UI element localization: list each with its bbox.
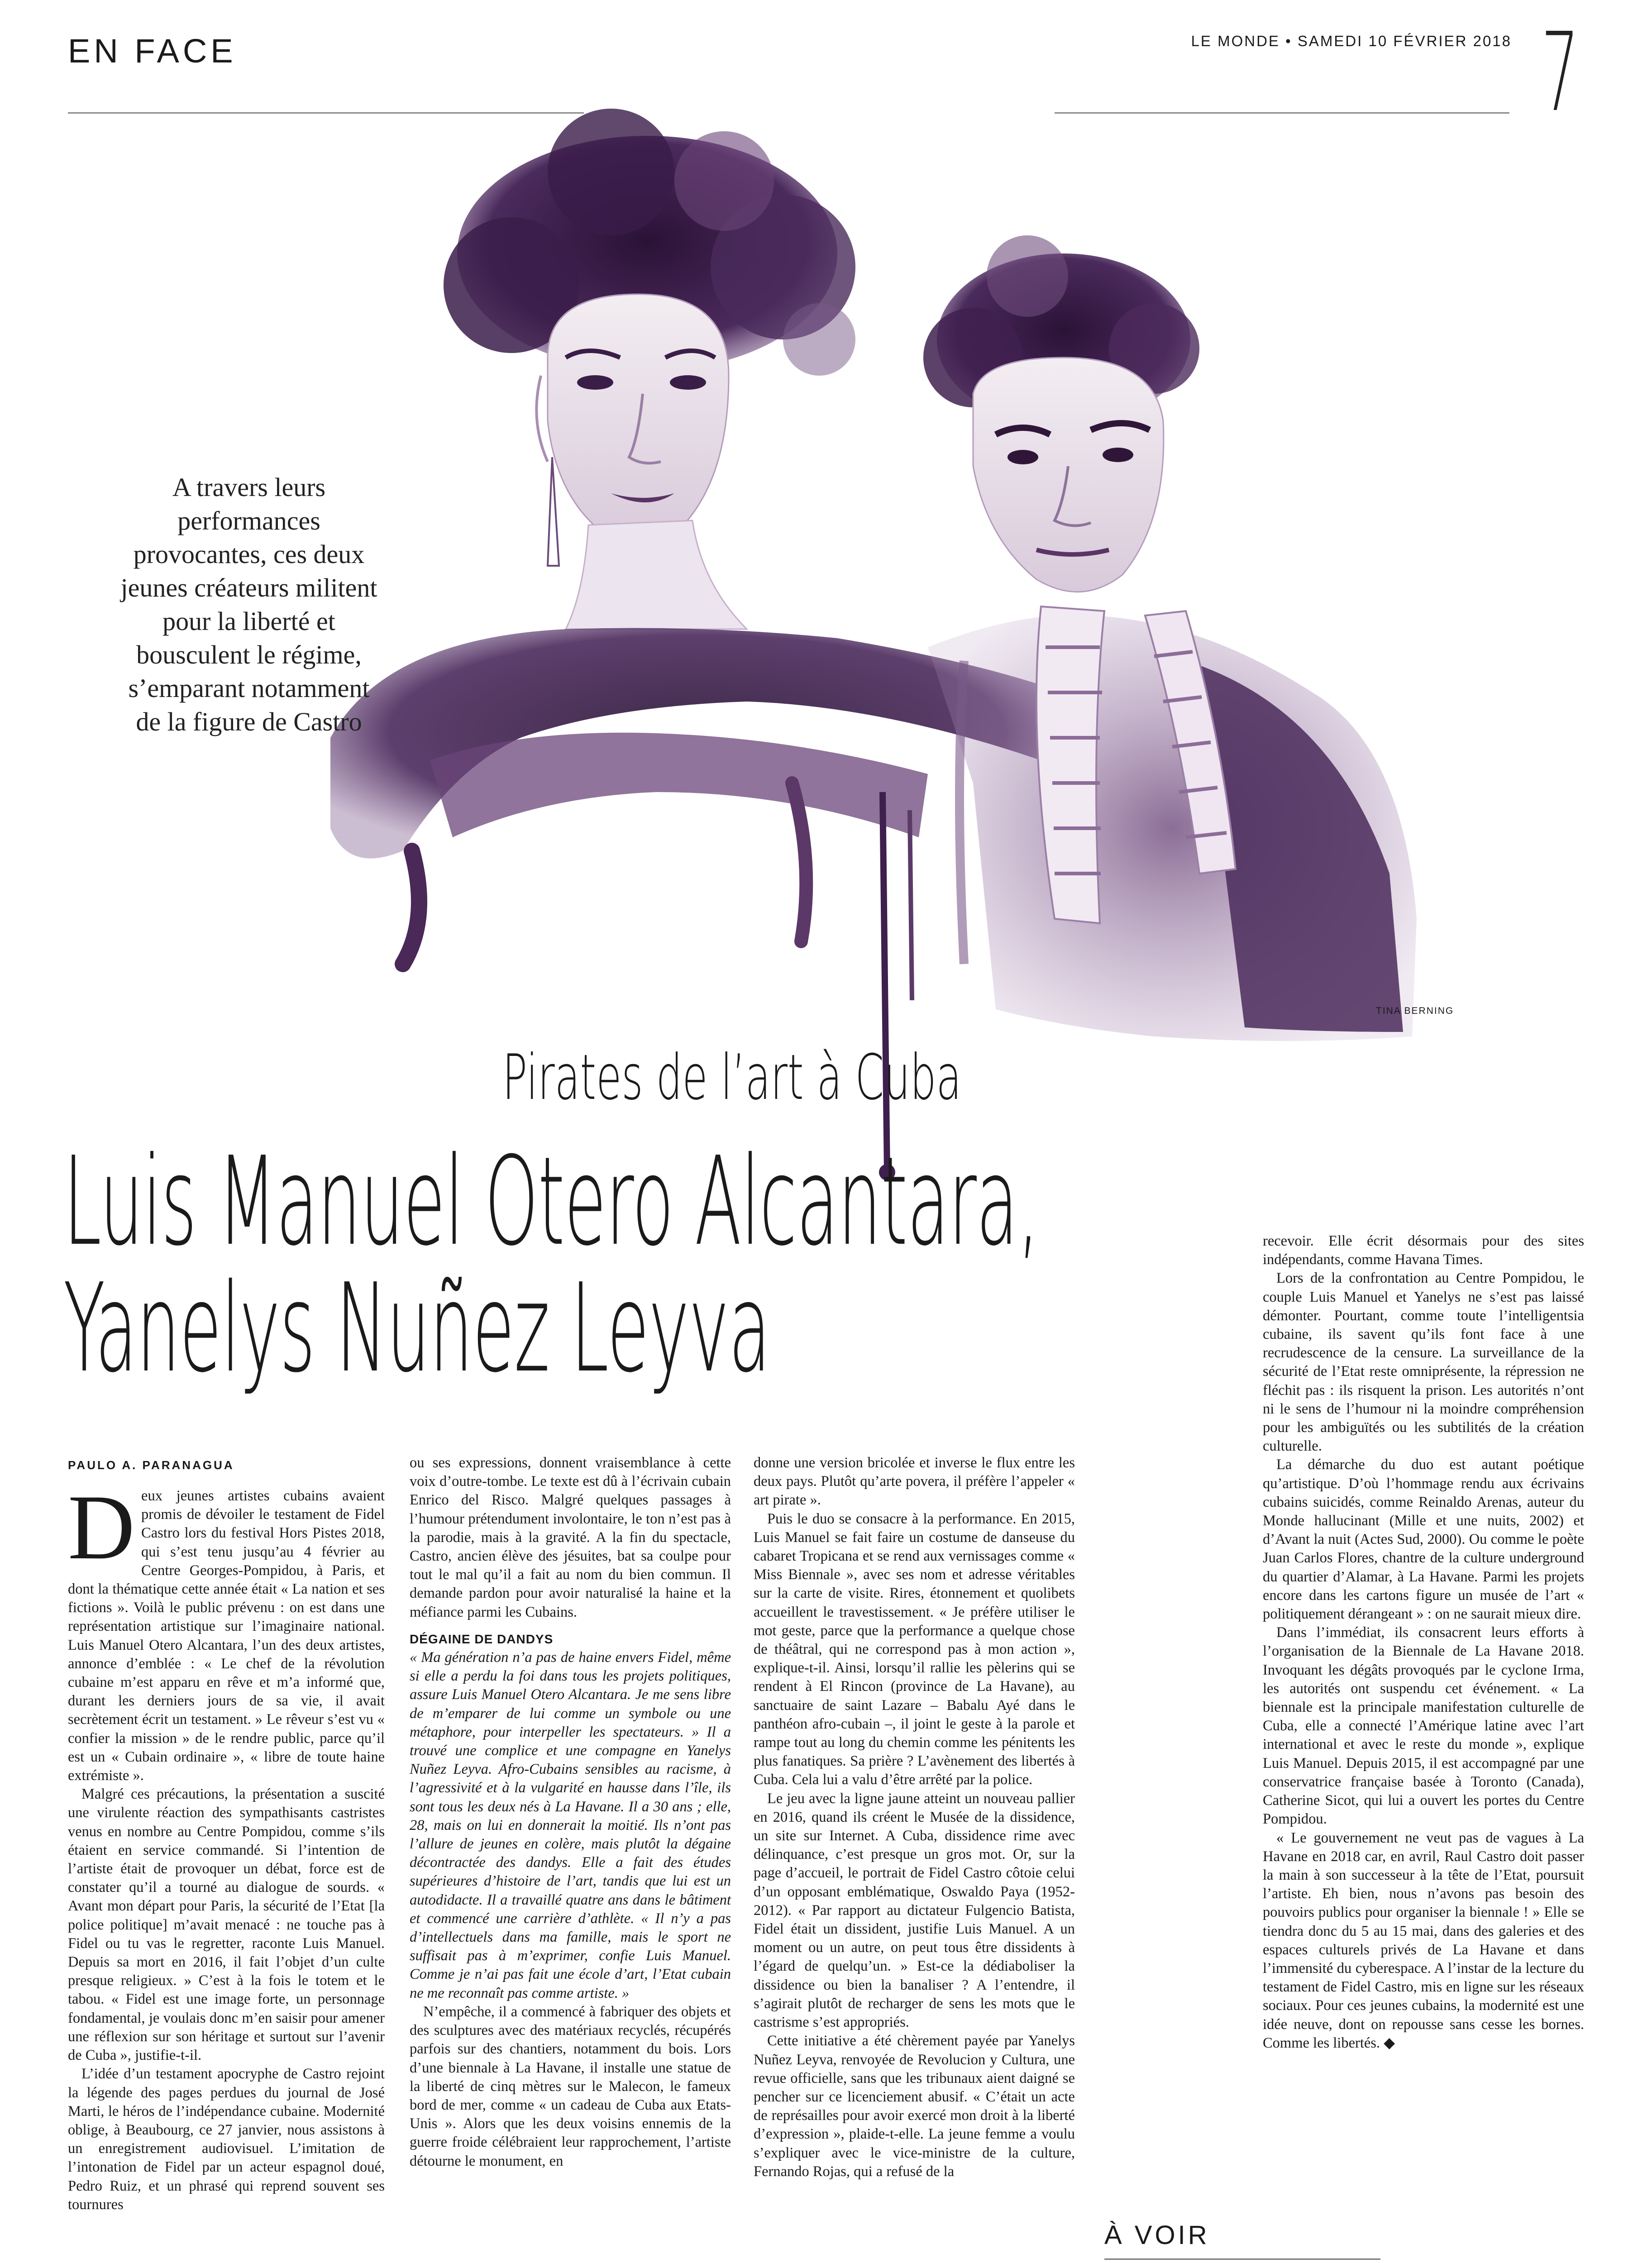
intro-deck: A travers leurs performances provocantes, ces deux jeunes créateurs militent pour la liberté et bousculent le régime, s’emparant notamment de la figure de Castro [120, 473, 377, 736]
paragraph: L’idée d’un testament apocryphe de Castro rejoint la légende des pages perdues du journal de José Marti, le héros de l’indépendance cubaine. Modernité oblige, à Beaubourg, ce 27 janvier, nous assistons à un enregistrement audiovisuel. L’imitation de l’intonation de Fidel par un acteur espagnol doué, Pedro Ruiz, et un phrasé qui reprend souvent ses tournures [68, 2066, 385, 2213]
page-number: 7 [1541, 9, 1579, 136]
masthead-date: LE MONDE • SAMEDI 10 FÉVRIER 2018 [1191, 33, 1512, 49]
paragraph: N’empêche, il a commencé à fabriquer des objets et des sculptures avec des matériaux recyclés, récupérés parfois sur des chantiers, notamment du bois. Lors d’une biennale à La Havane, il installe une statue de la liberté de cinq mètres sur le Malecon, le fameux bord de mer, comme « un cadeau de Cuba aux Etats-Unis ». Alors que les deux voisins ennemis de la guerre froide célébraient leur rapprochement, l’artiste détourne le monument, en [410, 2003, 731, 2169]
portrait-illustration [294, 104, 1516, 1199]
paragraph: Cette initiative a été chèrement payée par Yanelys Nuñez Leyva, renvoyée de Revolucion y Cultura, une revue officielle, sans que les tribunaux aient daigné se pencher sur ce licenciement abusif. « C’était un acte de représailles pour avoir exercé mon droit à la liberté d’expression », plaide-t-elle. La jeune femme a voulu s’expliquer avec le vice-ministre de la culture, Fernando Rojas, qui a refusé de la [754, 2033, 1075, 2180]
paragraph: ou ses expressions, donnent vraisemblance à cette voix d’outre-tombe. Le texte est dû à l’écrivain cubain Enrico del Risco. Malgré quelques passages à l’humour prétendument involontaire, le ton n’est pas à la parodie, mais à la gravité. A la fin du spectacle, Castro, ancien élève des jésuites, bat sa coulpe pour tout le mal qu’il a fait au nom du bien commun. Il demande pardon pour avoir naturalisé la haine et la méfiance parmi les Cubains. [410, 1455, 731, 1620]
paragraph: Malgré ces précautions, la présentation a suscité une virulente réaction des sympathisants castristes venus en nombre au Centre Pompidou, comme s’ils étaient en service commandé. Si l’intention de l’artiste était de provoquer un débat, force est de constater qu’il a tourné au dialogue de sourds. « Avant mon départ pour Paris, la sécurité de l’Etat [la police politique] m’avait menacé : ne touche pas à Fidel ou tu vas le regretter, raconte Luis Manuel. Depuis sa mort en 2016, il fait l’objet d’un culte presque religieux. » C’est à la fois le totem et le tabou. « Fidel est une image forte, un personnage fondamental, je voulais donc m’en saisir pour amener une réflexion sur son héritage et surtout sur l’avenir de Cuba », justifie-t-il. [68, 1786, 385, 2064]
article-column-2 [410, 1454, 731, 2171]
article-column-3 [754, 1454, 1075, 2181]
paragraph: Dans l’immédiat, ils consacrent leurs efforts à l’organisation de la Biennale de La Havane 2018. Invoquant les dégâts provoqués par le cyclone Irma, les autorités ont suspendu cet événement. « La biennale est la principale manifestation culturelle de Cuba, elle a connecté l’Amérique latine avec l’art international et avec le reste du monde », explique Luis Manuel. Depuis 2015, il est accompagné par une conservatrice française basée à Toronto (Canada), Catherine Sicot, qui lui a ouvert les portes du Centre Pompidou. [1263, 1624, 1584, 1828]
paragraph: Le jeu avec la ligne jaune atteint un nouveau pallier en 2016, quand ils créent le Musée de la dissidence, un site sur Internet. A Cuba, dissidence rime avec délinquance, c’est presque un gros mot. Or, sur la page d’accueil, le portrait de Fidel Castro côtoie celui d’un opposant emblématique, Oswaldo Paya (1952-2012). « Par rapport au dictateur Fulgencio Batista, Fidel était un dissident, justifie Luis Manuel. A un moment ou un autre, on peut tous être dissidents à l’égard de quelqu’un. » Est-ce la dédiaboliser la dissidence ou bien la banaliser ? A l’entendre, il s’agirait plutôt de recharger de sens les mots que le castrisme s’est appropriés. [754, 1790, 1075, 2031]
paragraph: « Le gouvernement ne veut pas de vagues à La Havane en 2018 car, en avril, Raul Castro doit passer la main à son successeur à la tête de l’Etat, poursuit l’artiste. Eh bien, nous n’avons pas besoin des pouvoirs publics pour organiser la biennale ! » Elle se tiendra donc du 5 au 15 mai, dans des galeries et des espaces culturels privés de La Havane et dans l’immensité du cyberespace. A l’instar de la lecture du testament de Fidel Castro, mis en ligne sur les réseaux sociaux. Pour ces jeunes cubains, la modernité est une idée neuve, dont on repousse sans cesse les bornes. Comme les libertés. ◆ [1263, 1829, 1584, 2051]
a-voir-heading: À VOIR [1104, 2220, 1210, 2250]
illustration-credit: TINA BERNING [1376, 1006, 1454, 1016]
paragraph: Deux jeunes artistes cubains avaient promis de dévoiler le testament de Fidel Castro lors du festival Hors Pistes 2018, qui s’est tenu jusqu’au 4 février au Centre Georges-Pompidou, à Paris, et dont la thématique cette année était « La nation et ses fictions ». Voilà le public prévenu : on est dans une représentation artistique sur l’imaginaire national. Luis Manuel Otero Alcantara, l’un des deux artistes, annonce d’emblée : « Le chef de la révolution cubaine m’est apparu en rêve et m’a informé que, durant les derniers jours de sa vie, il avait secrètement écrit un testament. » Le rêveur s’est vu « confier la mission » de le rendre public, parce qu’il est un « Cubain ordinaire », « libre de toute haine extrémiste ». [68, 1476, 385, 1784]
paragraph: donne une version bricolée et inverse le flux entre les deux pays. Plutôt qu’arte povera, il préfère l’appeler « art pirate ». [754, 1455, 1075, 1509]
woman-neck [566, 520, 747, 629]
article-column-4 [1263, 1232, 1584, 2053]
paragraph: « Ma génération n’a pas de haine envers Fidel, même si elle a perdu la foi dans tous les projets politiques, assure Luis Manuel Otero Alcantara. Je me sens libre de m’emparer de lui comme un symbole ou une métaphore, pour interpeller les spectateurs. » Il a trouvé une complice et une compagne en Yanelys Nuñez Leyva. Afro-Cubains sensibles au racisme, à l’agressivité et à la vulgarité en hausse dans l’île, ils sont tous les deux nés à La Havane. Il a 30 ans ; elle, 28, mais on lui en donnerait la moitié. Ils n’ont pas l’allure de jeunes en colère, mais plutôt la dégaine décontractée des dandys. Elle a fait des études supérieures d’histoire de l’art, tandis que lui est un autodidacte. Il a travaillé quatre ans dans le bâtiment et commencé une carrière d’athlète. « Il n’y a pas d’intellectuels dans ma famille, mais le sport ne suffisait pas à m’exprimer, confie Luis Manuel. Comme je n’ai pas fait une école d’art, l’Etat cubain ne me reconnaît pas comme artiste. » [410, 1649, 731, 2001]
earring [548, 457, 559, 566]
headline-line-2: Yanelys Nuñez Leyva [63, 1257, 770, 1399]
woman-face [536, 294, 729, 543]
byline: PAULO A. PARANAGUA [68, 1458, 234, 1472]
man-face [973, 358, 1164, 592]
a-voir-rule [1104, 2258, 1380, 2260]
section-label: EN FACE [68, 32, 237, 70]
paragraph: Lors de la confrontation au Centre Pompidou, le couple Luis Manuel et Yanelys ne s’est pas laissé démonter. Pourtant, comme toute l’intelligentsia cubaine, ils savent qu’ils font face à une recrudescence de la censure. La surveillance de la sécurité de l’Etat reste omniprésente, la répression ne fléchit pas : ils risquent la prison. Les autorités n’ont ni le sens de l’humour ni la moindre compréhension pour les ambiguïtés ou les subtilités de la création culturelle. [1263, 1270, 1584, 1455]
headline-line-1: Luis Manuel Otero Alcantara, [63, 1130, 1039, 1273]
dropcap: D [68, 1476, 135, 1579]
article-column-1 [68, 1476, 385, 2214]
paragraph: La démarche du duo est autant poétique qu’artistique. D’où l’hommage rendu aux écrivains cubains suicidés, comme Reinaldo Arenas, auteur du Monde hallucinant (Mille et une nuits, 2002) et d’Avant la nuit (Actes Sud, 2000). Ou comme le poète Juan Carlos Flores, chantre de la culture underground du quartier d’Alamar, à La Havane. Parmi les projets encore dans les cartons figure un musée de l’art « politiquement dérangeant » : on ne saurait mieux dire. [1263, 1456, 1584, 1623]
subheading: DÉGAINE DE DANDYS [410, 1632, 554, 1646]
paragraph: recevoir. Elle écrit désormais pour des sites indépendants, comme Havana Times. [1263, 1233, 1584, 1268]
article-kicker: Pirates de l’art à Cuba [502, 1041, 962, 1114]
paragraph: Puis le duo se consacre à la performance. En 2015, Luis Manuel se fait faire un costume de danseuse du cabaret Tropicana et se rend aux vernissages comme « Miss Biennale », avec ses nom et adresse véritables sur la carte de visite. Rires, étonnement et quolibets accueillent le travestissement. « Je préfère utiliser le mot geste, parce que la performance a quelque chose de théâtral, qui ne correspond pas à mon action », explique-t-il. Ainsi, lorsqu’il rallie les pèlerins qui se rendent à El Rincon (province de La Havane), au sanctuaire de saint Lazare – Babalu Ayé dans le panthéon afro-cubain –, il joint le geste à la parole et rampe tout au long du chemin comme les pénitents les plus fanatiques. Sa prière ? L’avènement des libertés à Cuba. Cela lui a valu d’être arrêté par la police. [754, 1510, 1075, 1788]
